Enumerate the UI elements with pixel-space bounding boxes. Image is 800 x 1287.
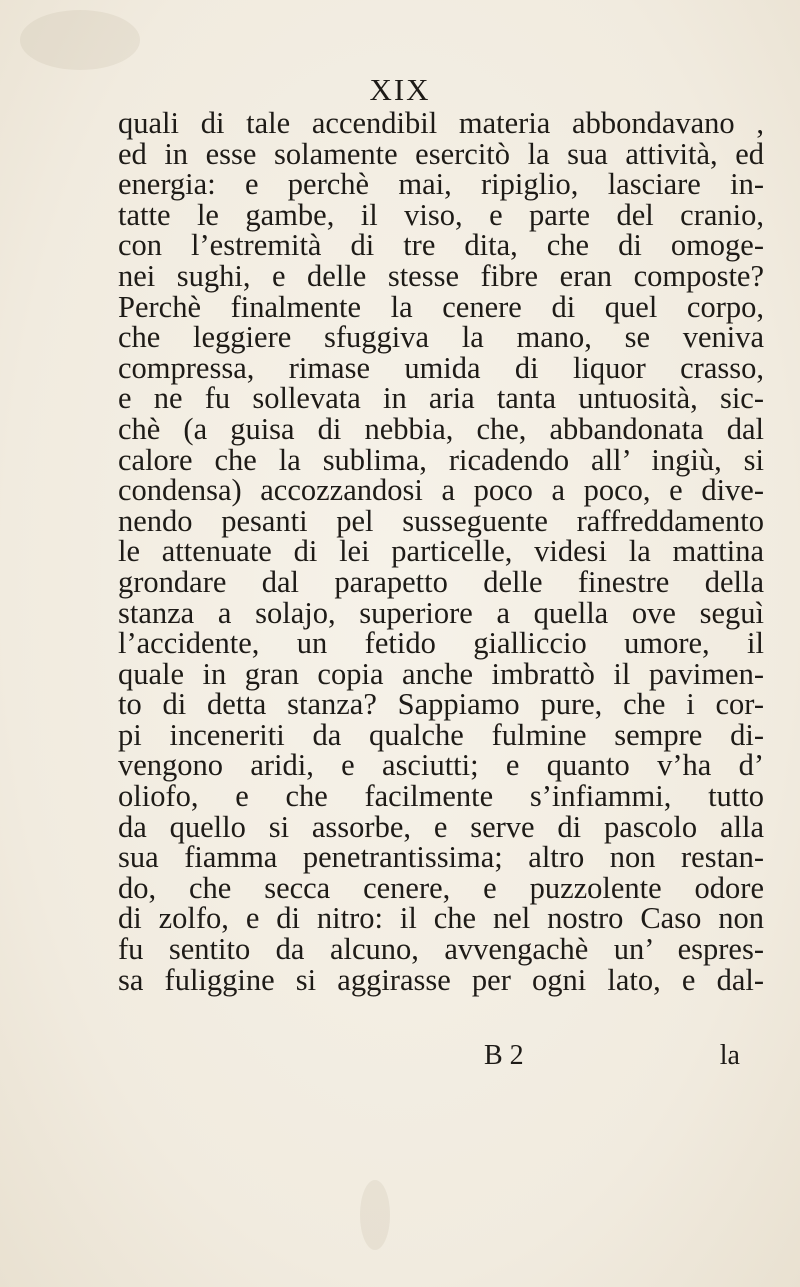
text-line: quali di tale accendibil materia abbondavano , [118,106,764,140]
text-line: chè (a guisa di nebbia, che, abbandonata dal [118,411,764,446]
text-line: ed in esse solamente esercitò la sua attività, ed [118,136,764,171]
text-line: compressa, rimase umida di liquor crasso, [118,350,764,385]
text-line: con l’estremità di tre dita, che di omoge- [118,228,764,263]
text-line: condensa) accozzandosi a poco a poco, e dive- [118,473,764,508]
text-line: oliofo, e che facilmente s’infiammi, tutto [118,779,764,814]
text-line: nendo pesanti pel susseguente raffreddamento [118,503,764,538]
text-line: Perchè finalmente la cenere di quel corpo, [118,289,764,324]
paper-stain [360,1180,390,1250]
text-line: le attenuate di lei particelle, videsi la mattina [118,534,764,569]
text-line: l’accidente, un fetido gialliccio umore, il [118,626,764,661]
text-line: di zolfo, e di nitro: il che nel nostro Caso non [118,901,764,936]
text-line: pi inceneriti da qualche fulmine sempre di- [118,717,764,752]
text-line: calore che la sublima, ricadendo all’ ingiù, si [118,442,764,477]
footer-line [118,1040,764,1070]
text-line: sa fuliggine si aggirasse per ogni lato, e dal- [118,962,764,997]
text-line: nei sughi, e delle stesse fibre eran composte? [118,258,764,293]
signature-mark: B 2 [484,1040,524,1071]
text-line: grondare dal parapetto delle finestre della [118,564,764,599]
text-line: fu sentito da alcuno, avvengachè un’ espres- [118,932,764,967]
text-line: da quello si assorbe, e serve di pascolo alla [118,809,764,844]
page-number-header: XIX [369,72,431,107]
body-text [118,108,764,995]
text-line: quale in gran copia anche imbrattò il pavimen- [118,656,764,691]
text-line: tatte le gambe, il viso, e parte del cranio, [118,197,764,232]
text-line: energia: e perchè mai, ripiglio, lasciare in- [118,167,764,202]
text-line: e ne fu sollevata in aria tanta untuosità, sic- [118,381,764,416]
text-line: che leggiere sfuggiva la mano, se veniva [118,320,764,355]
text-line: vengono aridi, e asciutti; e quanto v’ha d’ [118,748,764,783]
catchword: la [719,1040,740,1071]
text-line: stanza a solajo, superiore a quella ove seguì [118,595,764,630]
text-line: do, che secca cenere, e puzzolente odore [118,870,764,905]
paper-stain [20,10,140,70]
text-line: sua fiamma penetrantissima; altro non restan- [118,840,764,875]
text-line: to di detta stanza? Sappiamo pure, che i cor- [118,687,764,722]
